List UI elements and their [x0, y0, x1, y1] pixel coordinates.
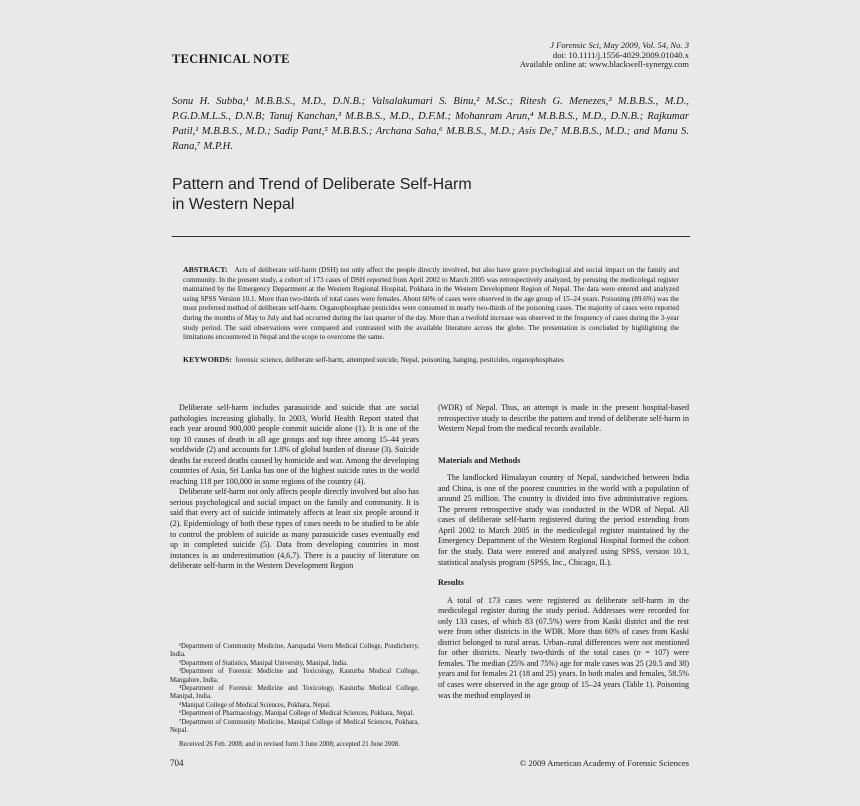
affiliation-footnotes: [170, 643, 419, 750]
journal-citation-block: [520, 41, 689, 70]
methods-heading: Materials and Methods: [438, 455, 521, 465]
footnote-2: ²Department of Statistics, Manipal University, Manipal, India.: [179, 659, 348, 667]
results-n: n: [636, 648, 641, 658]
keywords-text: forensic science, deliberate self-harm, attempted suicide, Nepal, poisoning, hanging, pesticides, organophosphates: [235, 356, 564, 364]
intro-paragraph-3: (WDR) of Nepal. Thus, an attempt is made in the present hospital-based retrospective study to describe the pattern and trend of deliberate self-harm in Western Nepal from the medical records available.: [438, 403, 689, 434]
results-paragraph: [438, 596, 689, 701]
article-title-line-2: in Western Nepal: [172, 195, 295, 213]
abstract-label: ABSTRACT:: [183, 265, 228, 274]
page-number: 704: [170, 758, 184, 768]
abstract-text: Acts of deliberate self-harm (DSH) not only affect the people directly involved, but also have grave psychological and social impact on the family and community. In the present study, a cohort of 173 cases of DSH reported from April 2002 to March 2005 was retrospectively analyzed, by perusing the medicolegal register maintained by the Emergency Department at the Western Regional Hospital, Pokhara in the Western Development Region of Nepal. The data were entered and analyzed using SPSS Version 10.1. More than two-thirds of total cases were females. About 60% of cases were observed in the age group of 15–24 years. Poisoning (89.6%) was the most preferred method of deliberate self-harm. Organophosphate pesticides were consumed in nearly two-thirds of the poisoning cases. The majority of cases were reported during the months of May to July and had occurred during the last quarter of the day. More than a twofold increase was observed in the frequency of cases during the 3-year study period. The said observations were compared and contrasted with the available literature across the globe. The presentation is concluded by highlighting the limitations encountered in Nepal and the scope to overcome the same.: [183, 266, 680, 342]
results-heading: Results: [438, 578, 464, 588]
article-title: [172, 175, 692, 214]
title-divider: [172, 236, 690, 237]
keywords-label: KEYWORDS:: [183, 355, 232, 364]
keywords: [183, 355, 679, 366]
section-label: TECHNICAL NOTE: [172, 52, 290, 66]
journal-line: J Forensic Sci, May 2009, Vol. 54, No. 3: [550, 40, 689, 50]
author-list: Sonu H. Subba,¹ M.B.B.S., M.D., D.N.B.; Valsalakumari S. Binu,² M.Sc.; Ritesh G. Menezes,³ M.B.B.S., M.D., P.G.D.M.L.S., D.N.B; Tanuj Kanchan,³ M.B.B.S., M.D., D.F.M.; Mohanram Arun,⁴ M.B.B.S., M.D., D.N.B.; Rajkumar Patil,¹ M.B.B.S., M.D.; Sadip Pant,⁵ M.B.B.S.; Archana Saha,⁶ M.B.B.S., M.D.; Asis De,⁷ M.B.B.S., M.D.; and Manu S. Rana,⁷ M.P.H.: [172, 96, 689, 152]
footnote-1: ¹Department of Community Medicine, Aarupadai Veeru Medical College, Pondicherry, India.: [170, 643, 419, 659]
intro-paragraph-2: Deliberate self-harm not only affects people directly involved but also has serious psychological and social impact on the family and community. It is said that every act of suicide intimately affects at least six people around it (2). Epidemiology of both these types of cases needs to be studied to be able to control the problem of suicide as many parasuicide cases eventually end up in completed suicide (5). Data from developing countries in most instances is an underestimation (4,6,7). There is a paucity of literature on deliberate self-harm in the Western Development Region: [170, 487, 419, 571]
footnote-7: ⁷Department of Community Medicine, Manipal College of Medical Sciences, Pokhara, Nepal.: [170, 718, 419, 735]
body-column-right: [438, 403, 689, 701]
footnote-3: ³Department of Forensic Medicine and Toxicology, Kasturba Medical College, Mangalore, India.: [170, 668, 419, 684]
footnote-6: ⁶Department of Pharmacology, Manipal College of Medical Sciences, Pokhara, Nepal.: [179, 710, 415, 718]
received-dates: Received 26 Feb. 2008; and in revised form 3 June 2008; accepted 21 June 2008.: [179, 741, 400, 749]
article-title-line-1: Pattern and Trend of Deliberate Self-Harm: [172, 176, 472, 193]
results-text-a: A total of 173 cases were registered as deliberate self-harm in the medicolegal register during the study period. Addresses were recorded for only 133 cases, of which 83 (67.5%) were from Kaski district and the rest were from other districts in the WDR. More than 60% of cases from Kaski district belonged to rural areas. Urban–rural differences were not mentioned for other districts. Nearly two-thirds of the total cases (: [438, 595, 689, 658]
doi-line: doi: 10.1111/j.1556-4029.2009.01040.x: [552, 49, 689, 60]
body-column-left: [170, 403, 419, 572]
intro-paragraph-1: Deliberate self-harm includes parasuicide and suicide that are social pathologies increasing globally. In 2003, World Health Report stated that each year around 900,000 people commit suicide alone (1). It is one of the top 10 causes of death in all age groups and top three among 15–44 years worldwide (2) and accounts for 1.8% of global burden of disease (3). Suicide deaths far exceed deaths caused by homicide and war. Among the developing countries of Asia, Sri Lanka has one of the highest suicide rates in the world reaching 118 per 100,000 in some regions of the country (4).: [170, 403, 419, 486]
footnote-5: ⁵Manipal College of Medical Sciences, Pokhara, Nepal.: [179, 701, 331, 709]
copyright-notice: © 2009 American Academy of Forensic Sciences: [519, 758, 689, 768]
methods-paragraph: The landlocked Himalayan country of Nepal, sandwiched between India and China, is one of the poorest countries in the world with a population of around 25 million. The country is divided into five administrative regions. The present retrospective study was conducted in the WDR of Nepal. All cases of deliberate self-harm registered during the period extending from April 2002 to March 2005 in the medicolegal register maintained by the Emergency Department of the Western Regional Hospital formed the cohort for the study. Data were entered and analyzed using SPSS, version 10.1, statistical analysis program (SPSS, Inc., Chicago, IL).: [438, 473, 689, 567]
footnote-4: ⁴Department of Forensic Medicine and Toxicology, Kasturba Medical College, Manipal, India.: [170, 685, 419, 701]
available-online-line: Available online at: www.blackwell-synergy.com: [519, 59, 689, 70]
abstract: [183, 265, 679, 343]
results-text-b: = 107) were females. The median (25% and 75%) age for male cases was 25 (20.5 and 38) years and for females 21 (18 and 25) years. In both males and females, 58.5% of cases were observed in the age group of 15–24 years (Table 1). Poisoning was the method employed in: [438, 648, 689, 700]
